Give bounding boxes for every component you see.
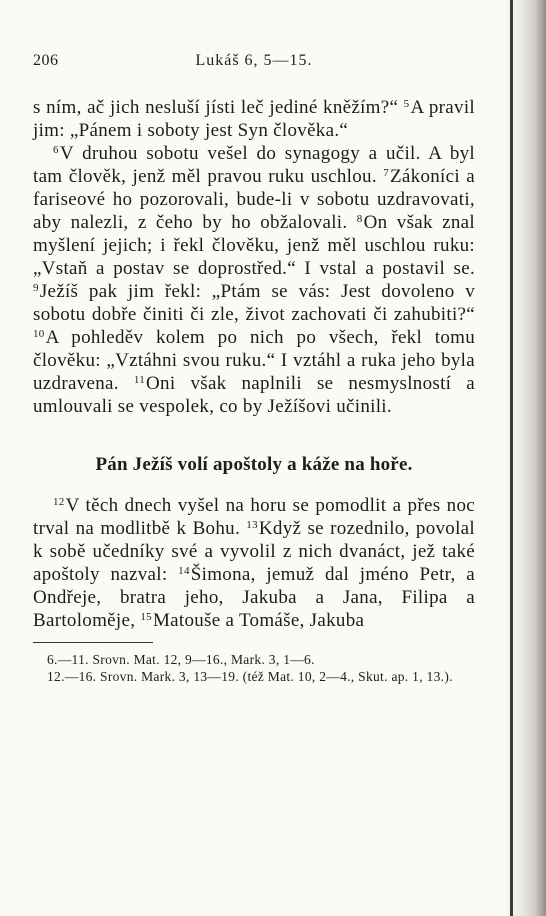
verse-number: 11	[133, 374, 146, 386]
verse-number: 14	[178, 565, 190, 577]
verse-text: Zákoníci a fariseové ho pozorovali, bude-li v sobotu uzdravovati, aby nalezli, z čeho by ho obžalovali.	[33, 166, 475, 233]
verse-number: 12	[53, 496, 65, 508]
verse-number: 5	[403, 98, 410, 110]
verse-4-text: s ním, ač jich nesluší jísti leč jediné kněžím?“	[33, 97, 399, 118]
footnote-divider	[33, 642, 153, 643]
paragraph-verses-12-15	[33, 494, 475, 632]
verse-number: 8	[356, 213, 363, 225]
verse-text: V druhou sobotu vešel do synagogy a učil. A byl tam člověk, jenž měl pravou ruku uschlou.	[33, 143, 475, 187]
footnote: 12.—16. Srovn. Mark. 3, 13—19. (též Mat. 10, 2—4., Skut. ap. 1, 13.).	[47, 669, 453, 684]
page-header	[33, 52, 475, 76]
verse-text: Šimona, jemuž dal jméno Petr, a Ondřeje, bratra jeho, Jakuba a Jana, Filipa a Bartoloměje,	[33, 564, 475, 631]
verse-number: 13	[246, 519, 258, 531]
verse-text: V těch dnech vyšel na horu se pomodlit a přes noc trval na modlitbě k Bohu.	[33, 495, 475, 539]
page-number: 206	[33, 52, 59, 69]
book-spine-shadow	[502, 0, 546, 916]
verse-text: Matouše a Tomáše, Jakuba	[152, 610, 365, 631]
verse-number: 6	[53, 144, 59, 156]
section-body-text	[33, 494, 475, 632]
paragraph-verses-6-11	[33, 142, 475, 418]
section-heading: Pán Ježíš volí apoštoly a káže na hoře.	[95, 454, 413, 475]
body-text	[33, 96, 475, 418]
book-page	[33, 52, 475, 685]
verse-text: A pohleděv kolem po nich po všech, řekl tomu člověku: „Vztáhni svou ruku.“ I vztáhl a ruka jeho byla uzdravena.	[33, 327, 475, 394]
verse-number: 10	[33, 328, 45, 340]
verse-text: Ježíš pak jim řekl: „Ptám se vás: Jest dovoleno v sobotu dobře činiti či zle, život zachovati či zahubiti?“	[33, 281, 475, 325]
verse-text: On však znal myšlení jejich; i řekl člověku, jenž měl uschlou ruku: „Vstaň a postav se doprostřed.“ I vstal a postavil se.	[33, 212, 475, 279]
verse-number: 15	[140, 611, 152, 623]
verse-text: A pravil jim: „Pánem i soboty jest Syn člověka.“	[33, 97, 475, 141]
running-head: Lukáš 6, 5—15.	[195, 52, 313, 69]
paragraph-verse-4-5	[33, 96, 475, 142]
footnotes	[33, 651, 475, 685]
book-gutter-line	[510, 0, 513, 916]
footnote: 6.—11. Srovn. Mat. 12, 9—16., Mark. 3, 1—6.	[47, 652, 315, 667]
verse-number: 7	[383, 167, 389, 179]
verse-text: Oni však naplnili se nesmyslností a umlouvali se vespolek, co by Ježíšovi učinili.	[33, 373, 475, 417]
verse-text: Když se rozednilo, povolal k sobě učedníky své a vyvolil z nich dvanáct, jež také apoštoly nazval:	[33, 518, 475, 585]
verse-number: 9	[33, 282, 39, 294]
